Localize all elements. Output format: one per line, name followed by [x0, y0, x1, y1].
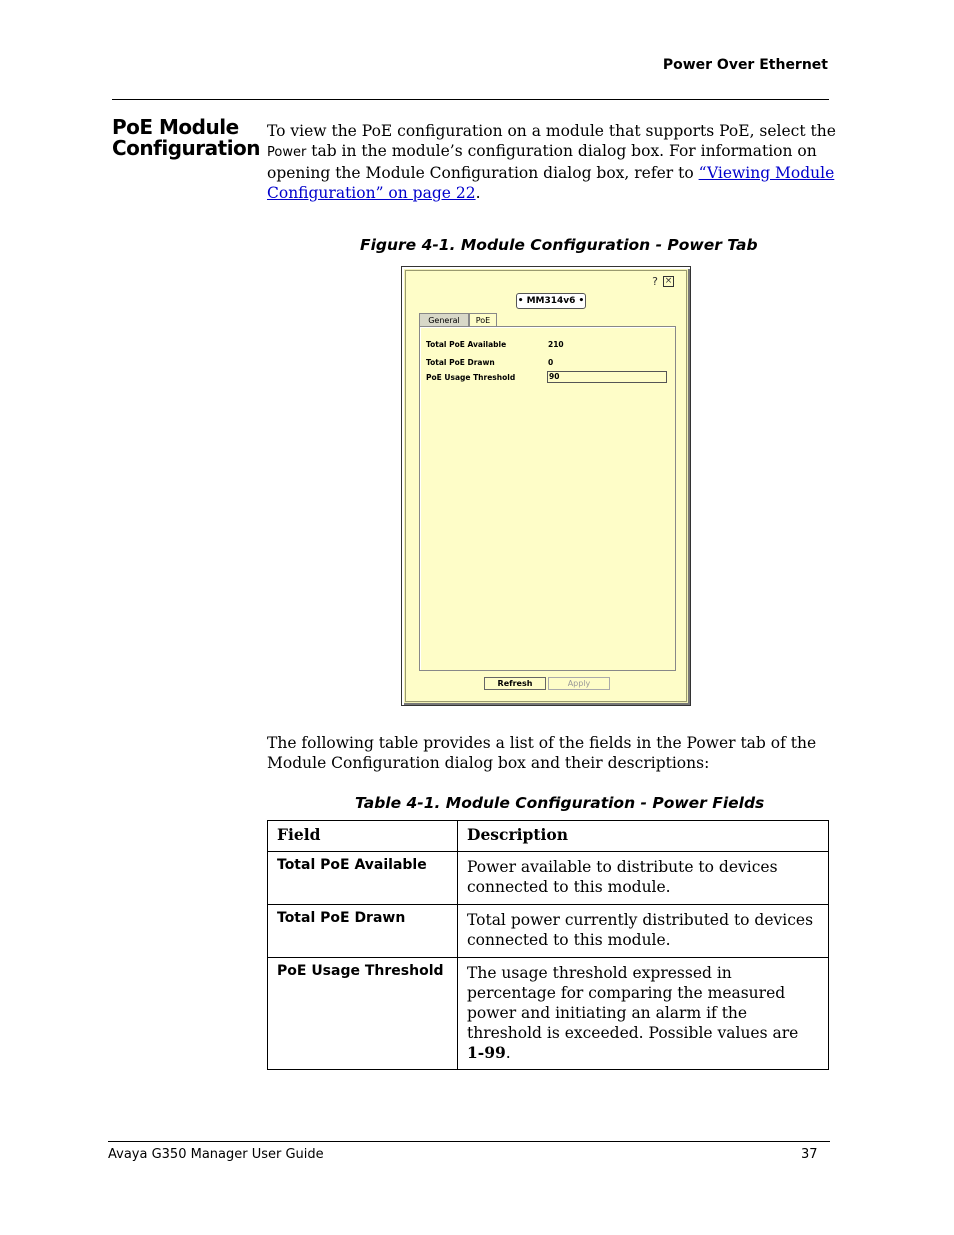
intro-paragraph: [267, 121, 837, 203]
power-fields-table: [267, 820, 829, 1070]
table-row: [268, 905, 829, 958]
footer-rule: [108, 1141, 830, 1142]
table-caption: Table 4-1. Module Configuration - Power Fields: [355, 794, 765, 812]
field-name-cell: Total PoE Drawn: [268, 905, 458, 958]
total-poe-available-value: 210: [548, 340, 564, 349]
table-header-row: [268, 821, 829, 852]
field-name-cell: PoE Usage Threshold: [268, 958, 458, 1070]
section-title: PoE Module Configuration: [112, 115, 261, 160]
field-description-cell: Total power currently distributed to devices connected to this module.: [458, 905, 829, 958]
module-config-dialog-screenshot: [401, 266, 691, 706]
help-icon[interactable]: ?: [652, 275, 658, 288]
total-poe-drawn-label: Total PoE Drawn: [426, 358, 495, 367]
total-poe-drawn-value: 0: [548, 358, 554, 367]
description-text-1: The usage threshold expressed in percentage for comparing the measured power and initiating an alarm if the threshold is exceeded. Possible values are: [467, 964, 799, 1042]
table-row: [268, 852, 829, 905]
module-select[interactable]: • MM314v6 •: [516, 293, 586, 309]
tab-poe[interactable]: PoE: [469, 313, 497, 326]
description-range: 1-99: [467, 1043, 506, 1062]
field-name-cell: Total PoE Available: [268, 852, 458, 905]
intro-text-2: tab in the module’s configuration dialog box. For information on opening the Module Configuration dialog box, refer to: [267, 142, 817, 182]
intro-tab-name: Power: [267, 145, 307, 160]
running-header: Power Over Ethernet: [662, 57, 828, 73]
apply-button[interactable]: Apply: [548, 677, 610, 690]
field-description-cell: [458, 958, 829, 1070]
header-rule: [112, 99, 829, 100]
intro-text-1: To view the PoE configuration on a module that supports PoE, select the: [267, 122, 836, 140]
close-icon[interactable]: ×: [664, 276, 673, 286]
intro-text-3: .: [475, 184, 481, 202]
viewing-module-config-link[interactable]: “Viewing Module Configuration” on page 22: [267, 164, 835, 202]
tab-general[interactable]: General: [419, 313, 469, 326]
table-row: [268, 958, 829, 1070]
footer-title: Avaya G350 Manager User Guide: [108, 1147, 324, 1162]
description-text-2: .: [505, 1044, 511, 1062]
column-header-description: Description: [458, 821, 829, 852]
dialog-body: [405, 270, 687, 702]
page-number: 37: [801, 1147, 818, 1162]
figure-caption: Figure 4-1. Module Configuration - Power Tab: [360, 236, 758, 254]
field-description-cell: Power available to distribute to devices connected to this module.: [458, 852, 829, 905]
poe-usage-threshold-label: PoE Usage Threshold: [426, 373, 516, 382]
total-poe-available-label: Total PoE Available: [426, 340, 507, 349]
poe-panel: [419, 326, 676, 671]
table-intro-paragraph: The following table provides a list of the fields in the Power tab of the Module Configuration dialog box and their descriptions:: [267, 734, 817, 772]
refresh-button[interactable]: Refresh: [484, 677, 546, 690]
column-header-field: Field: [268, 821, 458, 852]
poe-usage-threshold-input[interactable]: 90: [547, 371, 667, 383]
